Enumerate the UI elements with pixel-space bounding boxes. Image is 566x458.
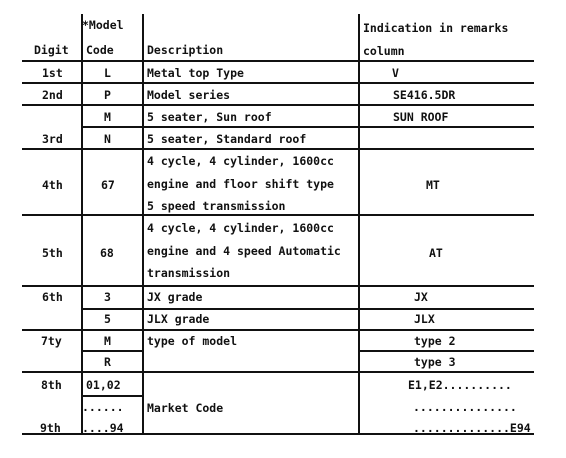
code-cell: M: [104, 110, 111, 124]
row-divider: [22, 371, 534, 373]
description-cell: Metal top Type: [147, 66, 244, 80]
description-cell: engine and 4 speed Automatic: [147, 244, 341, 258]
digit-cell: 2nd: [42, 88, 63, 102]
header-digit: Digit: [34, 43, 69, 57]
header-remarks-line1: Indication in remarks: [363, 21, 509, 35]
row-divider: [22, 104, 534, 106]
remark-cell: SE416.5DR: [393, 88, 456, 102]
remark-cell: type 2: [414, 334, 456, 348]
remark-cell: AT: [429, 246, 443, 260]
row-divider: [81, 308, 534, 310]
row-divider: [81, 350, 143, 352]
remark-cell: V: [392, 66, 399, 80]
header-model-code-line2: Code: [86, 43, 114, 57]
digit-cell: 6th: [42, 290, 63, 304]
code-cell: 01,02: [86, 378, 121, 392]
description-cell: engine and floor shift type: [147, 177, 334, 191]
row-divider: [358, 350, 534, 352]
code-cell: 67: [101, 178, 115, 192]
description-cell: Model series: [147, 88, 231, 102]
code-cell: R: [104, 355, 111, 369]
description-cell: 4 cycle, 4 cylinder, 1600cc: [147, 154, 334, 168]
digit-cell: 9th: [40, 421, 61, 435]
remark-cell: MT: [426, 178, 440, 192]
row-divider: [22, 148, 534, 150]
row-divider: [81, 395, 143, 397]
digit-cell: 7ty: [41, 334, 62, 348]
description-cell: 5 seater, Sun roof: [147, 110, 272, 124]
row-divider: [81, 126, 534, 128]
description-cell: transmission: [147, 266, 231, 280]
remark-cell: E1,E2..........: [408, 378, 512, 392]
code-cell: ....94: [82, 421, 124, 435]
remark-cell: SUN ROOF: [393, 110, 449, 124]
code-cell: 3: [104, 290, 111, 304]
code-cell: P: [104, 88, 111, 102]
row-divider: [22, 285, 534, 287]
remark-cell: type 3: [414, 355, 456, 369]
remark-cell: JLX: [414, 312, 435, 326]
digit-cell: 5th: [42, 246, 63, 260]
description-cell: Market Code: [147, 401, 224, 415]
remark-cell: JX: [414, 290, 428, 304]
code-cell: N: [104, 132, 111, 146]
description-cell: JLX grade: [147, 312, 210, 326]
digit-cell: 1st: [42, 66, 63, 80]
remark-cell: ...............: [413, 400, 517, 414]
header-description: Description: [147, 43, 224, 57]
description-cell: 5 speed transmission: [147, 199, 286, 213]
digit-cell: 8th: [41, 378, 62, 392]
code-cell: 5: [104, 312, 111, 326]
row-divider: [22, 60, 534, 62]
row-divider: [22, 214, 534, 216]
description-cell: 4 cycle, 4 cylinder, 1600cc: [147, 221, 334, 235]
description-cell: 5 seater, Standard roof: [147, 132, 307, 146]
row-divider: [22, 329, 534, 331]
description-cell: type of model: [147, 334, 238, 348]
header-model-code-line1: *Model: [82, 18, 124, 32]
digit-cell: 4th: [42, 178, 63, 192]
description-cell: JX grade: [147, 290, 203, 304]
row-divider: [22, 82, 534, 84]
code-cell: M: [104, 334, 111, 348]
code-cell: ......: [82, 400, 124, 414]
digit-cell: 3rd: [42, 132, 63, 146]
code-cell: L: [104, 66, 111, 80]
header-remarks-line2: column: [363, 44, 405, 58]
code-cell: 68: [100, 246, 114, 260]
remark-cell: ..............E94: [413, 421, 531, 435]
